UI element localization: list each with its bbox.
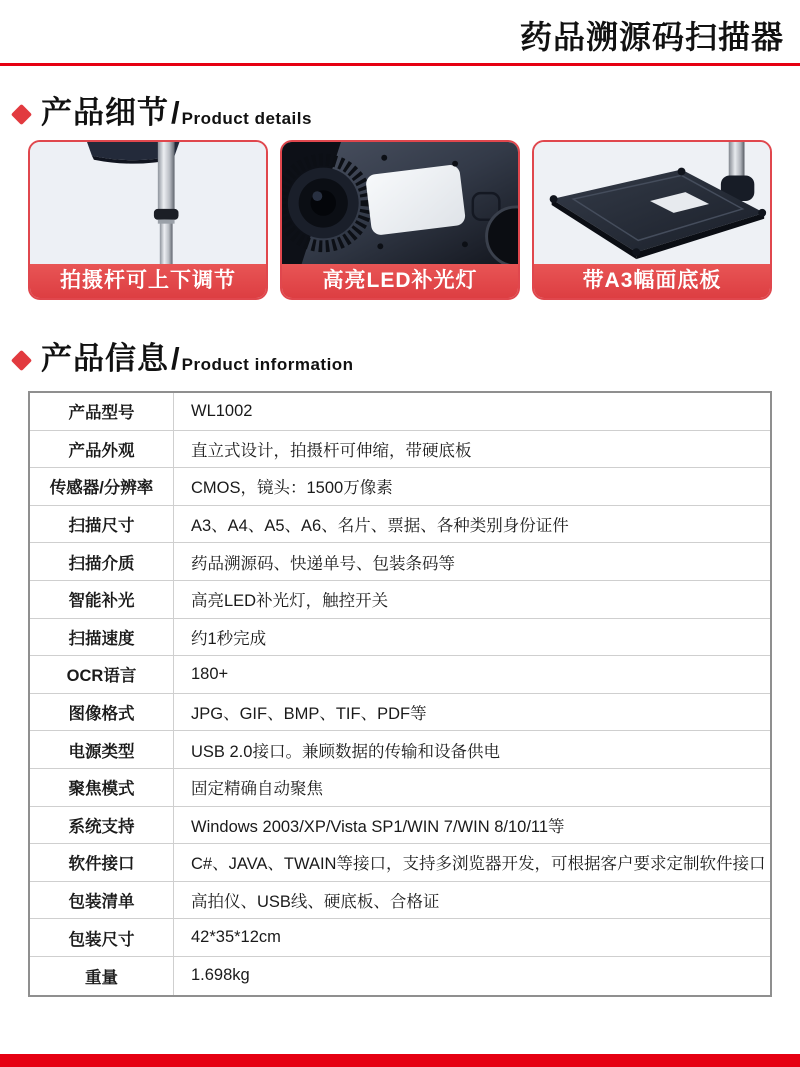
spec-row-sdk	[30, 844, 770, 882]
spec-label: 传感器/分辨率	[30, 468, 174, 505]
a3-baseplate-photo	[534, 142, 770, 264]
spec-value: 1.698kg	[191, 966, 250, 985]
spec-row-sensor	[30, 468, 770, 506]
header-divider	[0, 63, 800, 66]
spec-row-ocr	[30, 656, 770, 694]
spec-row-fill-light	[30, 581, 770, 619]
product-card-baseplate	[532, 140, 772, 300]
spec-value: C#、JAVA、TWAIN等接口，支持多浏览器开发，可根据客户要求定制软件接口	[191, 855, 766, 874]
spec-value: 180+	[191, 664, 229, 683]
spec-row-package-size	[30, 919, 770, 957]
diamond-icon	[11, 350, 32, 371]
spec-row-focus	[30, 769, 770, 807]
header	[0, 0, 800, 63]
footer-bar	[0, 1054, 800, 1067]
spec-value: WL1002	[191, 401, 253, 420]
spec-label: 扫描尺寸	[30, 506, 174, 543]
section-title-en: Product details	[181, 109, 312, 128]
spec-table	[28, 391, 772, 997]
spec-row-model	[30, 393, 770, 431]
card-label: 带A3幅面底板	[534, 264, 770, 298]
spec-value: 42*35*12cm	[191, 928, 281, 947]
section-product-details-header	[0, 92, 800, 130]
section-product-information-header	[0, 338, 800, 376]
page-title: 药品溯源码扫描器	[519, 19, 784, 55]
product-card-led	[280, 140, 520, 300]
spec-value: 高拍仪、USB线、硬底板、合格证	[191, 893, 440, 912]
spec-row-power	[30, 731, 770, 769]
spec-row-scan-media	[30, 543, 770, 581]
spec-label: 扫描介质	[30, 543, 174, 580]
section-title-cn: 产品细节	[41, 95, 169, 130]
spec-label: 产品型号	[30, 393, 174, 430]
card-label: 高亮LED补光灯	[282, 264, 518, 298]
spec-row-scan-speed	[30, 619, 770, 657]
spec-label: 包装清单	[30, 882, 174, 919]
led-light-illustration	[282, 142, 518, 264]
product-cards	[28, 140, 772, 300]
telescopic-pole-photo	[30, 142, 266, 264]
a3-baseplate-illustration	[534, 142, 770, 264]
spec-label: 图像格式	[30, 694, 174, 731]
spec-row-appearance	[30, 431, 770, 469]
section-title-slash: /	[171, 95, 180, 130]
telescopic-pole-illustration	[30, 142, 266, 264]
spec-value: Windows 2003/XP/Vista SP1/WIN 7/WIN 8/10/11等	[191, 817, 565, 836]
card-label: 拍摄杆可上下调节	[30, 264, 266, 298]
spec-value: A3、A4、A5、A6、名片、票据、各种类别身份证件	[191, 517, 569, 536]
spec-label: 软件接口	[30, 844, 174, 881]
spec-label: 聚焦模式	[30, 769, 174, 806]
spec-label: 产品外观	[30, 431, 174, 468]
spec-row-image-format	[30, 694, 770, 732]
section-title-cn: 产品信息	[41, 341, 169, 376]
spec-row-weight	[30, 957, 770, 995]
spec-value: 直立式设计，拍摄杆可伸缩，带硬底板	[191, 441, 472, 460]
spec-row-os	[30, 807, 770, 845]
spec-value: 约1秒完成	[191, 629, 267, 648]
product-card-pole	[28, 140, 268, 300]
spec-label: 包装尺寸	[30, 919, 174, 956]
section-title-en: Product information	[181, 355, 354, 374]
spec-value: CMOS，镜头：1500万像素	[191, 479, 393, 498]
led-fill-light-photo	[282, 142, 518, 264]
spec-value: JPG、GIF、BMP、TIF、PDF等	[191, 705, 427, 724]
spec-value: 药品溯源码、快递单号、包装条码等	[191, 554, 455, 573]
spec-label: 智能补光	[30, 581, 174, 618]
spec-label: 电源类型	[30, 731, 174, 768]
spec-label: 扫描速度	[30, 619, 174, 656]
spec-value: USB 2.0接口。兼顾数据的传输和设备供电	[191, 742, 500, 761]
spec-row-package-list	[30, 882, 770, 920]
section-title-slash: /	[171, 341, 180, 376]
spec-label: 重量	[30, 957, 174, 995]
diamond-icon	[11, 104, 32, 125]
spec-label: OCR语言	[30, 656, 174, 693]
spec-label: 系统支持	[30, 807, 174, 844]
spec-value: 固定精确自动聚焦	[191, 780, 323, 799]
spec-row-scan-size	[30, 506, 770, 544]
spec-value: 高亮LED补光灯，触控开关	[191, 592, 389, 611]
